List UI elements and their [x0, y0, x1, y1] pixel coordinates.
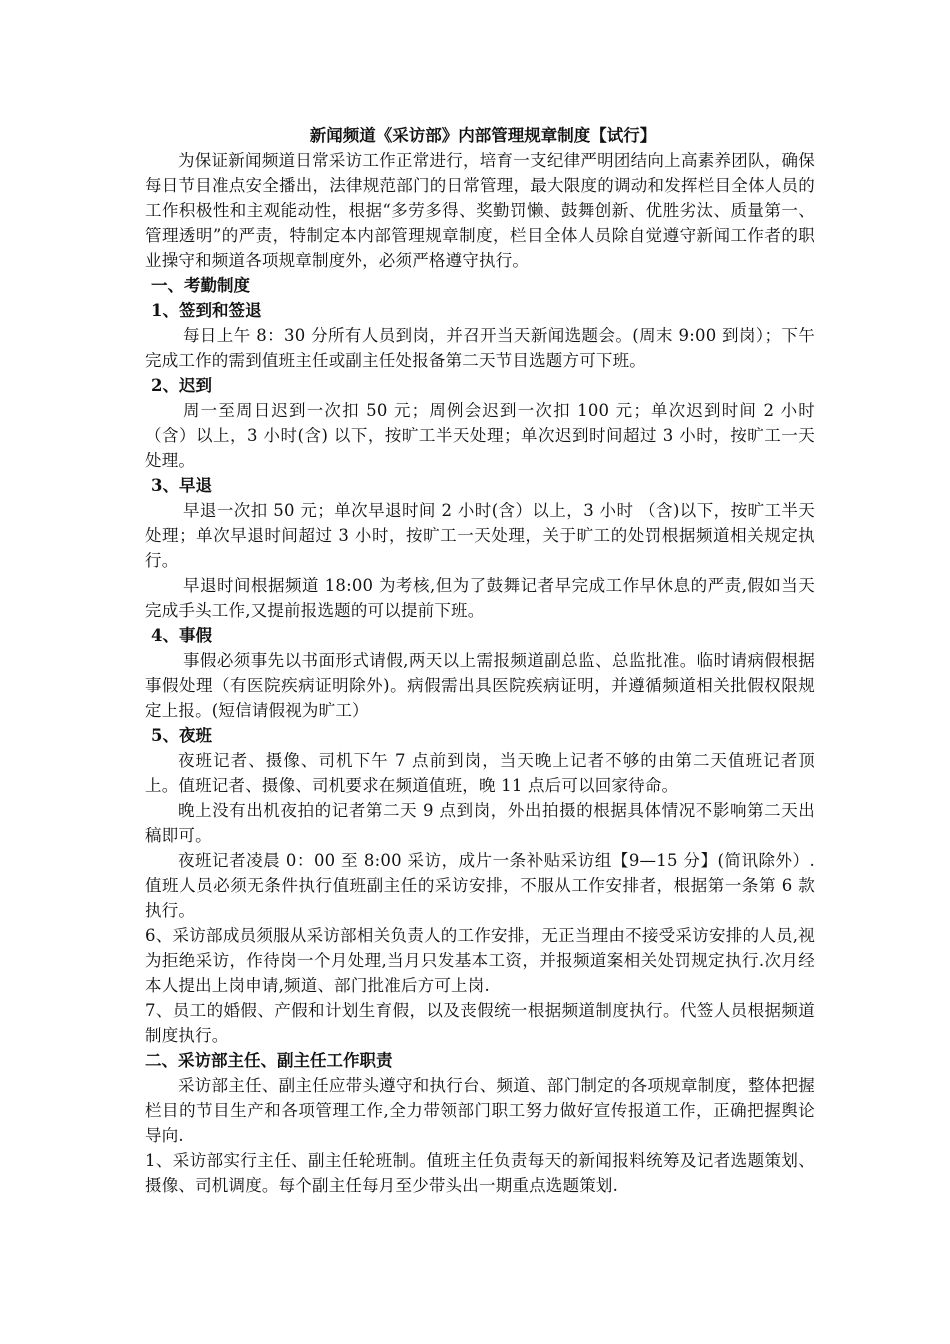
subheading-night-shift: 5、夜班 — [151, 726, 212, 745]
document-page — [145, 124, 815, 1198]
paragraph-night-shift-2: 晚上没有出机夜拍的记者第二天 9 点到岗，外出拍摄的根据具体情况不影响第二天出稿即可。 — [145, 801, 815, 845]
intro-paragraph: 为保证新闻频道日常采访工作正常进行，培育一支纪律严明团结向上高素养团队，确保每日节目准点安全播出，法律规范部门的日常管理，最大限度的调动和发挥栏目全体人员的工作积极性和主观能动性，根据“多劳多得、奖勤罚懒、鼓舞创新、优胜劣汰、质量第一、管理透明”的严责，特制定本内部管理规章制度，栏目全体人员除自觉遵守新闻工作者的职业操守和频道各项规章制度外，必须严格遵守执行。 — [145, 151, 815, 270]
subheading-early-leave: 3、早退 — [151, 476, 212, 495]
paragraph-night-shift-3: 夜班记者凌晨 0：00 至 8:00 采访，成片一条补贴采访组【9—15 分】(简讯除外）.值班人员必须无条件执行值班副主任的采访安排，不服从工作安排者，根据第一条第 6 款执行。 — [145, 851, 815, 920]
paragraph-director-duties: 采访部主任、副主任应带头遵守和执行台、频道、部门制定的各项规章制度，整体把握栏目的节目生产和各项管理工作,全力带领部门职工努力做好宣传报道工作，正确把握舆论导向. — [145, 1076, 815, 1145]
paragraph-late: 周一至周日迟到一次扣 50 元；周例会迟到一次扣 100 元；单次迟到时间 2 小时（含）以上，3 小时(含) 以下，按旷工半天处理；单次迟到时间超过 3 小时，按旷工一天处理。 — [145, 401, 815, 470]
section-heading-director-duties: 二、采访部主任、副主任工作职责 — [145, 1051, 393, 1070]
subheading-late: 2、迟到 — [151, 376, 212, 395]
paragraph-director-item-1: 1、采访部实行主任、副主任轮班制。值班主任负责每天的新闻报料统筹及记者选题策划、摄像、司机调度。每个副主任每月至少带头出一期重点选题策划. — [145, 1151, 815, 1195]
paragraph-item-7: 7、员工的婚假、产假和计划生育假，以及丧假统一根据频道制度执行。代签人员根据频道制度执行。 — [145, 1001, 815, 1045]
paragraph-sign-in-out: 每日上午 8：30 分所有人员到岗，并召开当天新闻选题会。(周末 9:00 到岗）；下午完成工作的需到值班主任或副主任处报备第二天节目选题方可下班。 — [145, 326, 815, 370]
paragraph-early-leave-2: 早退时间根据频道 18:00 为考核,但为了鼓舞记者早完成工作早休息的严责,假如当天完成手头工作,又提前报选题的可以提前下班。 — [145, 576, 815, 620]
paragraph-early-leave-1: 早退一次扣 50 元；单次早退时间 2 小时(含）以上，3 小时 （含)以下，按旷工半天处理；单次早退时间超过 3 小时，按旷工一天处理，关于旷工的处罚根据频道相关规定执行。 — [145, 501, 815, 570]
paragraph-item-6: 6、采访部成员须服从采访部相关负责人的工作安排，无正当理由不接受采访安排的人员,视为拒绝采访，作待岗一个月处理,当月只发基本工资，并报频道案相关处罚规定执行.次月经本人提出上岗申请,频道、部门批准后方可上岗. — [145, 926, 815, 995]
subheading-personal-leave: 4、事假 — [151, 626, 212, 645]
document-title: 新闻频道《采访部》内部管理规章制度【试行】 — [309, 126, 657, 145]
paragraph-personal-leave: 事假必须事先以书面形式请假,两天以上需报频道副总监、总监批准。临时请病假根据事假处理（有医院疾病证明除外)。病假需出具医院疾病证明，并遵循频道相关批假权限规定上报。(短信请假视为旷工） — [145, 651, 815, 720]
paragraph-night-shift-1: 夜班记者、摄像、司机下午 7 点前到岗，当天晚上记者不够的由第二天值班记者顶上。值班记者、摄像、司机要求在频道值班，晚 11 点后可以回家待命。 — [145, 751, 815, 795]
subheading-sign-in-out: 1、签到和签退 — [151, 301, 262, 320]
section-heading-attendance: 一、考勤制度 — [151, 276, 250, 295]
